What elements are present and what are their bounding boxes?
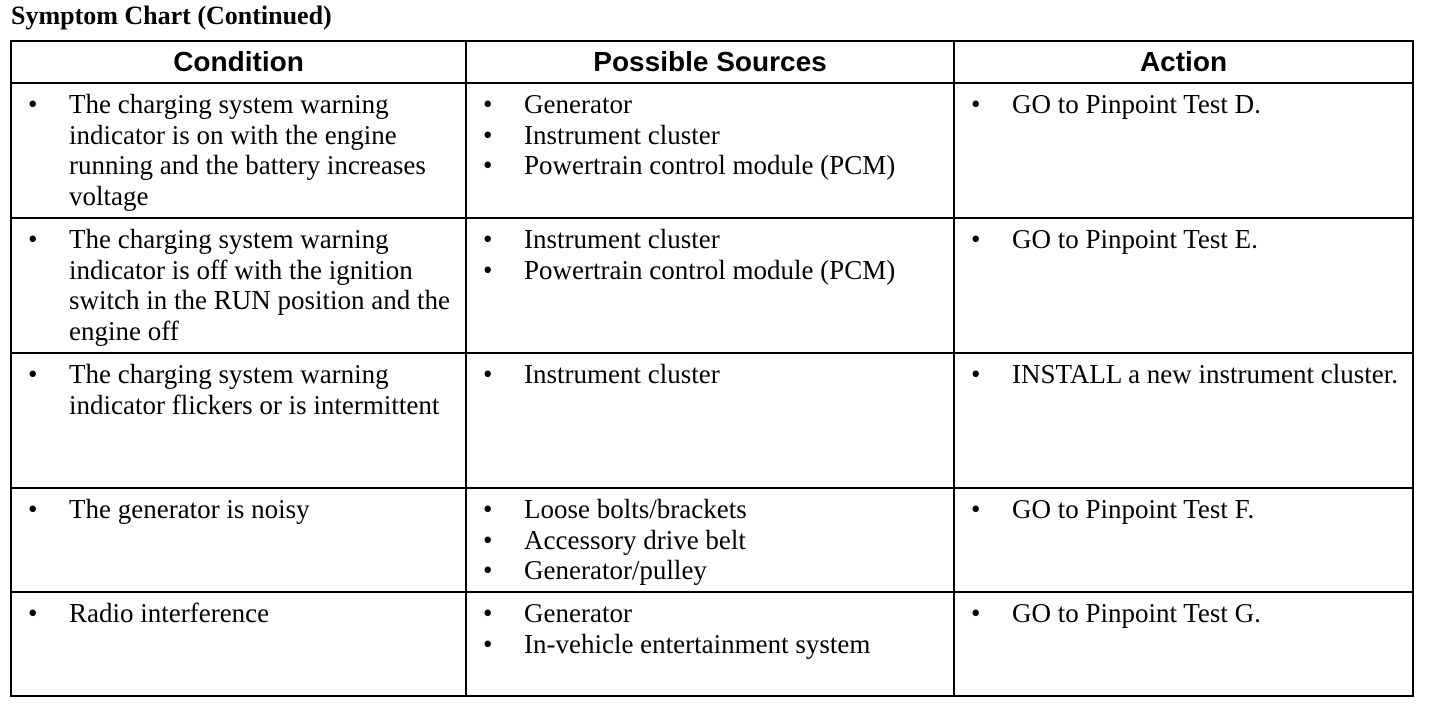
action-cell	[954, 83, 1413, 218]
sources-cell	[466, 218, 954, 353]
list-item: • Generator	[481, 89, 947, 120]
list-item: • In-vehicle entertainment system	[481, 629, 947, 660]
table-row	[11, 488, 1413, 592]
list-item: • Powertrain control module (PCM)	[481, 255, 947, 286]
action-cell	[954, 592, 1413, 696]
action-cell	[954, 353, 1413, 488]
table-row	[11, 353, 1413, 488]
list-item: • Powertrain control module (PCM)	[481, 150, 947, 181]
symptom-chart-table	[10, 40, 1414, 697]
list-item: • Radio interference	[26, 598, 459, 629]
table-row	[11, 218, 1413, 353]
list-item: • The generator is noisy	[26, 494, 459, 525]
list-item: • Instrument cluster	[481, 224, 947, 255]
action-cell	[954, 488, 1413, 592]
sources-cell	[466, 83, 954, 218]
list-item: • Generator	[481, 598, 947, 629]
sources-cell	[466, 353, 954, 488]
condition-cell	[11, 592, 466, 696]
table-row	[11, 592, 1413, 696]
header-condition: Condition	[11, 41, 466, 83]
list-item: • The charging system warning indicator is off with the ignition switch in the RUN position and the engine off	[26, 224, 459, 346]
header-action: Action	[954, 41, 1413, 83]
sources-cell	[466, 488, 954, 592]
list-item: • The charging system warning indicator is on with the engine running and the battery increases voltage	[26, 89, 459, 211]
condition-cell	[11, 83, 466, 218]
condition-cell	[11, 488, 466, 592]
list-item: • GO to Pinpoint Test F.	[969, 494, 1406, 525]
list-item: • GO to Pinpoint Test E.	[969, 224, 1406, 255]
table-row	[11, 83, 1413, 218]
list-item: • INSTALL a new instrument cluster.	[969, 359, 1406, 390]
list-item: • Instrument cluster	[481, 359, 947, 390]
list-item: • Loose bolts/brackets	[481, 494, 947, 525]
page-title: Symptom Chart (Continued)	[11, 1, 332, 30]
list-item: • GO to Pinpoint Test G.	[969, 598, 1406, 629]
header-possible-sources: Possible Sources	[466, 41, 954, 83]
condition-cell	[11, 218, 466, 353]
action-cell	[954, 218, 1413, 353]
header-row	[11, 41, 1413, 83]
sources-cell	[466, 592, 954, 696]
condition-cell	[11, 353, 466, 488]
list-item: • Instrument cluster	[481, 120, 947, 151]
list-item: • Generator/pulley	[481, 555, 947, 586]
list-item: • GO to Pinpoint Test D.	[969, 89, 1406, 120]
list-item: • Accessory drive belt	[481, 525, 947, 556]
list-item: • The charging system warning indicator flickers or is intermittent	[26, 359, 459, 420]
